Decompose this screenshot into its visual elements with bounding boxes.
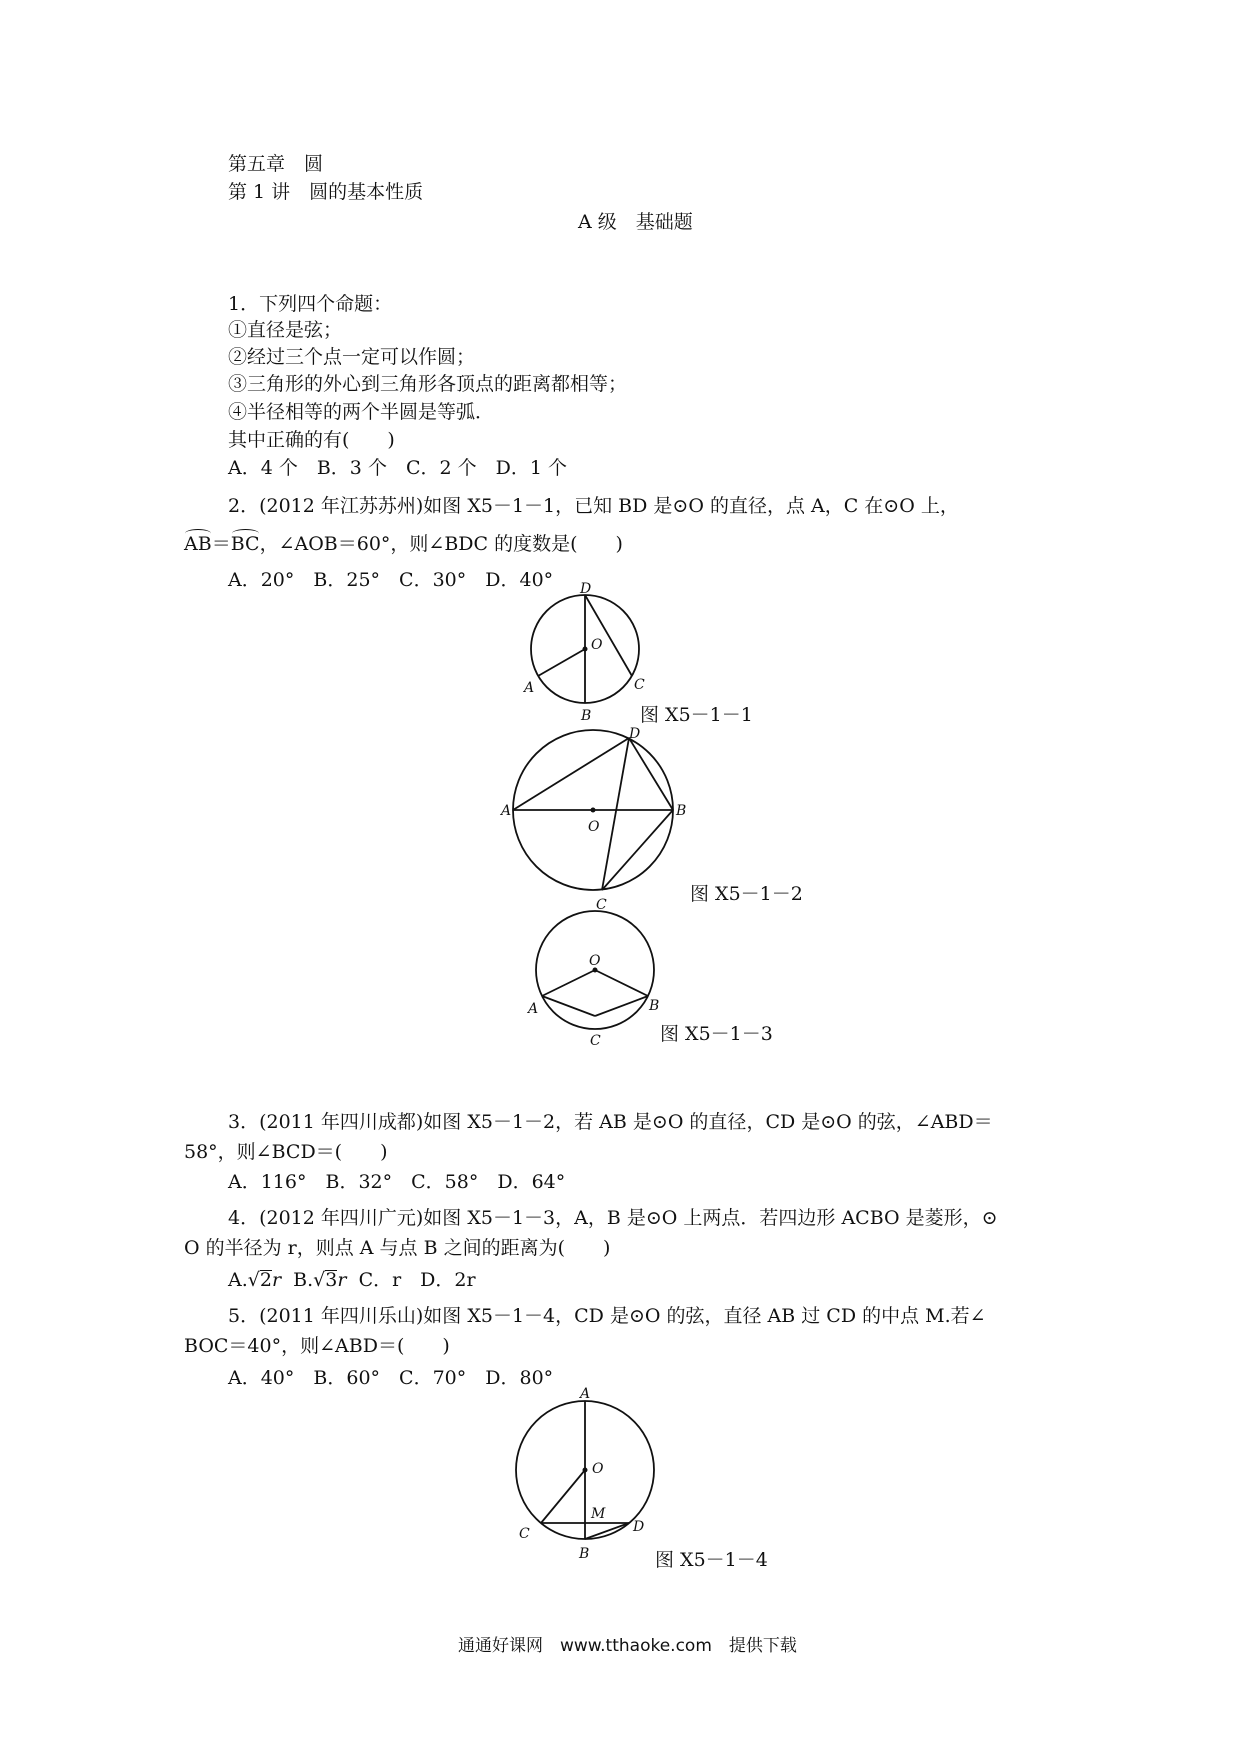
sqrt-sign: √ [247,1269,260,1291]
arc-bc: BC [230,533,260,555]
q1-proposition-4: ④半径相等的两个半圆是等弧． [228,401,495,423]
label-b: B [649,998,660,1014]
q4-option-a-radicand: 2 [259,1269,272,1291]
label-m: M [591,1506,606,1522]
figure-x5-1-2 [500,726,690,913]
q4-options-rest: C．r D．2r [358,1269,476,1291]
q1-options: A．4 个 B．3 个 C．2 个 D．1 个 [228,457,567,479]
label-b: B [579,1546,590,1562]
q3-stem-line-1: 3．(2011 年四川成都)如图 X5－1－2，若 AB 是⊙O 的直径，CD 是⊙O 的弦，∠ABD＝ [228,1111,993,1133]
q1-proposition-3: ③三角形的外心到三角形各顶点的距离都相等； [228,373,628,395]
label-b: B [581,708,592,724]
caption-x5-1-2: 图 X5－1－2 [690,883,803,905]
label-c: C [596,897,607,913]
q5-stem-line-2: BOC＝40°，则∠ABD＝( ) [184,1335,450,1357]
figure-x5-1-1 [520,581,650,724]
label-o: O [591,637,603,653]
q2-stem-line-1: 2．(2012 年江苏苏州)如图 X5－1－1，已知 BD 是⊙O 的直径，点 A，C 在⊙O 上， [228,495,959,517]
q4-option-b-radicand: 3 [325,1269,338,1291]
label-o: O [592,1461,604,1477]
label-d: D [580,581,592,597]
figure-x5-1-3 [525,910,675,1050]
label-o: O [588,819,600,835]
label-c: C [519,1526,530,1542]
q3-stem-line-2: 58°，则∠BCD＝( ) [184,1141,388,1163]
q1-proposition-2: ②经过三个点一定可以作圆； [228,346,476,368]
label-d: D [633,1519,645,1535]
q4-stem-line-1: 4．(2012 年四川广元)如图 X5－1－3，A，B 是⊙O 上两点．若四边形 ACBO 是菱形，⊙ [228,1207,998,1229]
q4-option-b-label: B. [293,1269,314,1291]
q4-options [228,1268,476,1292]
label-d: D [629,726,641,742]
q5-options: A．40° B．60° C．70° D．80° [228,1367,554,1389]
q2-stem-rest: ，∠AOB＝60°，则∠BDC 的度数是( ) [259,533,623,555]
q5-stem-line-1: 5．(2011 年四川乐山)如图 X5－1－4，CD 是⊙O 的弦，直径 AB 过 CD 的中点 M.若∠ [228,1305,986,1327]
lesson-title: 第 1 讲 圆的基本性质 [228,181,424,203]
q4-option-a-var: r [271,1269,282,1291]
q4-option-a-label: A. [228,1269,248,1291]
label-a: A [524,680,535,696]
q2-stem-line-2 [184,532,623,556]
q2-equals: ＝ [211,533,231,555]
q4-stem-line-2: O 的半径为 r，则点 A 与点 B 之间的距离为( ) [184,1237,611,1259]
sqrt-sign: √ [313,1269,326,1291]
label-c: C [634,677,645,693]
q4-option-b-var: r [337,1269,347,1291]
caption-x5-1-1: 图 X5－1－1 [640,704,753,726]
q1-proposition-1: ①直径是弦； [228,319,343,341]
arc-ab: AB [184,533,212,555]
label-o: O [589,953,601,969]
q2-options: A．20° B．25° C．30° D．40° [228,569,554,591]
figure-x5-1-4 [505,1385,665,1565]
label-a: A [501,803,512,819]
q1-ask: 其中正确的有( ) [228,429,395,451]
label-a: A [528,1001,539,1017]
label-b: B [676,803,687,819]
q1-stem: 1．下列四个命题： [228,293,393,315]
q3-options: A．116° B．32° C．58° D．64° [228,1171,566,1193]
caption-x5-1-3: 图 X5－1－3 [660,1023,773,1045]
label-a: A [580,1386,591,1402]
page-footer: 通通好课网 www.tthaoke.com 提供下载 [458,1636,797,1656]
level-heading: A 级 基础题 [578,211,693,233]
caption-x5-1-4: 图 X5－1－4 [655,1549,768,1571]
label-c: C [590,1033,601,1049]
chapter-title: 第五章 圆 [228,153,324,175]
